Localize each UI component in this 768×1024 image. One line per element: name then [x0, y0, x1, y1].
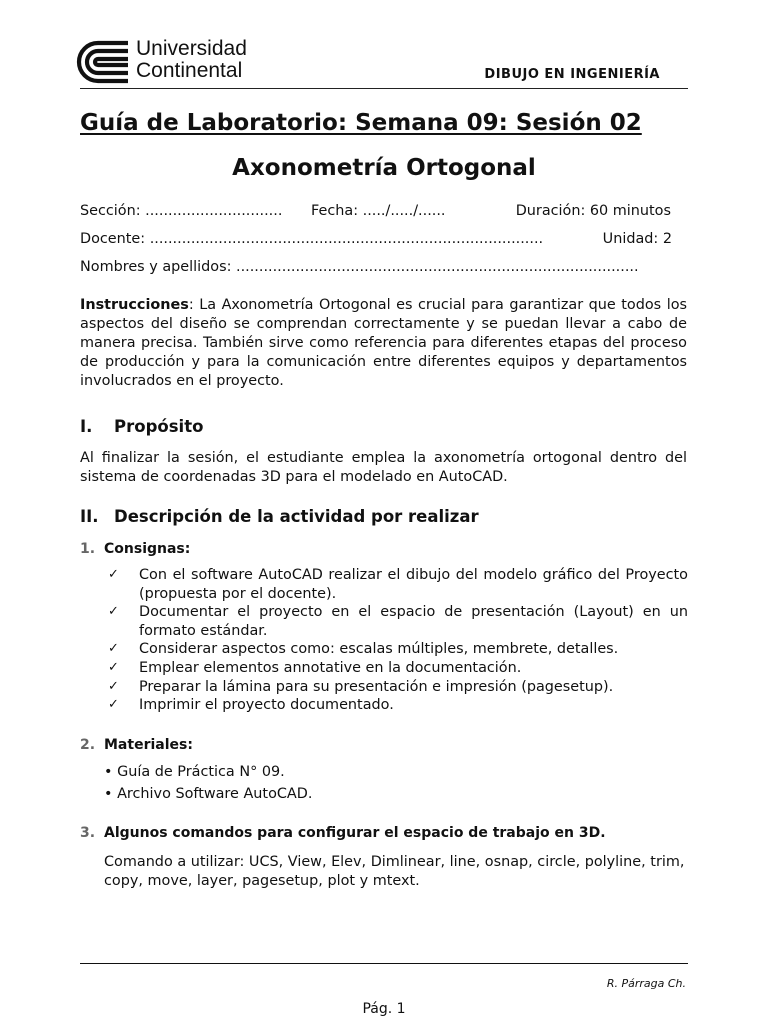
- checkmark-icon: ✓: [108, 659, 119, 675]
- materiales-heading: [80, 737, 193, 753]
- docente-field: Docente: ......................................................................................: [80, 231, 544, 247]
- instructions-label: Instrucciones: [80, 297, 189, 313]
- comandos-paragraph: Comando a utilizar: UCS, View, Elev, Dimlinear, line, osnap, circle, polyline, trim, copy, move, layer, pagesetup, plot y mtext.: [104, 854, 685, 889]
- list-item: ✓ Documentar el proyecto en el espacio de presentación (Layout) en un formato estándar.: [108, 604, 688, 639]
- purpose-paragraph: Al finalizar la sesión, el estudiante emplea la axonometría ortogonal dentro del sistema de coordenadas 3D para el modelado en AutoCAD.: [80, 450, 687, 485]
- materiales-label: Materiales:: [104, 737, 193, 753]
- section-title: Propósito: [114, 417, 204, 436]
- consignas-label: Consignas:: [104, 541, 191, 557]
- logo-line-2: Continental: [136, 59, 243, 82]
- course-name: DIBUJO EN INGENIERÍA: [484, 67, 660, 82]
- bullet-icon: •: [104, 764, 113, 780]
- list-item: ✓ Considerar aspectos como: escalas múltiples, membrete, detalles.: [108, 641, 619, 658]
- duracion-field: Duración: 60 minutos: [515, 203, 671, 219]
- logo-text: [136, 38, 247, 82]
- list-number: 2.: [80, 737, 96, 753]
- page-title: Guía de Laboratorio: Semana 09: Sesión 02: [80, 110, 642, 136]
- checkmark-icon: ✓: [108, 641, 119, 657]
- comandos-heading: 3. Algunos comandos para configurar el espacio de trabajo en 3D.: [80, 825, 606, 841]
- checkmark-icon: ✓: [108, 697, 119, 713]
- unidad-field: Unidad: 2: [602, 231, 672, 247]
- author-name: R. Párraga Ch.: [606, 977, 686, 990]
- consignas-list: [108, 566, 688, 715]
- footer-divider: [80, 963, 688, 964]
- instructions-paragraph: [80, 296, 687, 391]
- section-number: I.: [80, 417, 93, 436]
- university-logo: [76, 38, 286, 84]
- consignas-heading: [80, 541, 190, 557]
- list-item: • Guía de Práctica N° 09.: [104, 764, 285, 780]
- university-logo-icon: [76, 40, 130, 84]
- checkmark-icon: ✓: [108, 604, 119, 620]
- fecha-field: Fecha: ...../...../......: [311, 203, 446, 219]
- page-subtitle: Axonometría Ortogonal: [232, 155, 536, 181]
- materiales-list: [104, 761, 312, 805]
- list-item: ✓ Con el software AutoCAD realizar el dibujo del modelo gráfico del Proyecto (propuesta por el docente).: [108, 567, 688, 602]
- list-item: ✓ Imprimir el proyecto documentado.: [108, 697, 394, 714]
- list-item: • Archivo Software AutoCAD.: [104, 786, 313, 802]
- section-number: II.: [80, 507, 99, 526]
- instructions-text: : La Axonometría Ortogonal es crucial para garantizar que todos los aspectos del diseño se comprendan correctamente y se puedan llevar a cabo de manera precisa. También sirve como referencia para diferentes etapas del proceso de producción y para la comunicación entre diferentes equipos y departamentos involucrados en el proyecto.: [80, 297, 687, 389]
- list-item: ✓ Preparar la lámina para su presentación e impresión (pagesetup).: [108, 678, 614, 695]
- list-number: 1.: [80, 541, 96, 557]
- header-divider: [80, 88, 688, 89]
- logo-line-1: Universidad: [136, 37, 247, 60]
- seccion-field: Sección: ..............................: [80, 203, 283, 219]
- checkmark-icon: ✓: [108, 567, 119, 582]
- nombres-field: Nombres y apellidos: ........................................................................................: [80, 259, 639, 275]
- page-number: Pág. 1: [362, 1001, 406, 1017]
- comandos-label: Algunos comandos para configurar el espacio de trabajo en 3D: [104, 825, 601, 841]
- bullet-icon: •: [104, 786, 113, 802]
- list-item: ✓ Emplear elementos annotative en la documentación.: [108, 659, 522, 676]
- section-heading-purpose: [80, 417, 203, 436]
- list-number: 3.: [80, 825, 96, 841]
- section-title: Descripción de la actividad por realizar: [114, 507, 479, 526]
- checkmark-icon: ✓: [108, 678, 119, 694]
- section-heading-activity: [80, 507, 479, 526]
